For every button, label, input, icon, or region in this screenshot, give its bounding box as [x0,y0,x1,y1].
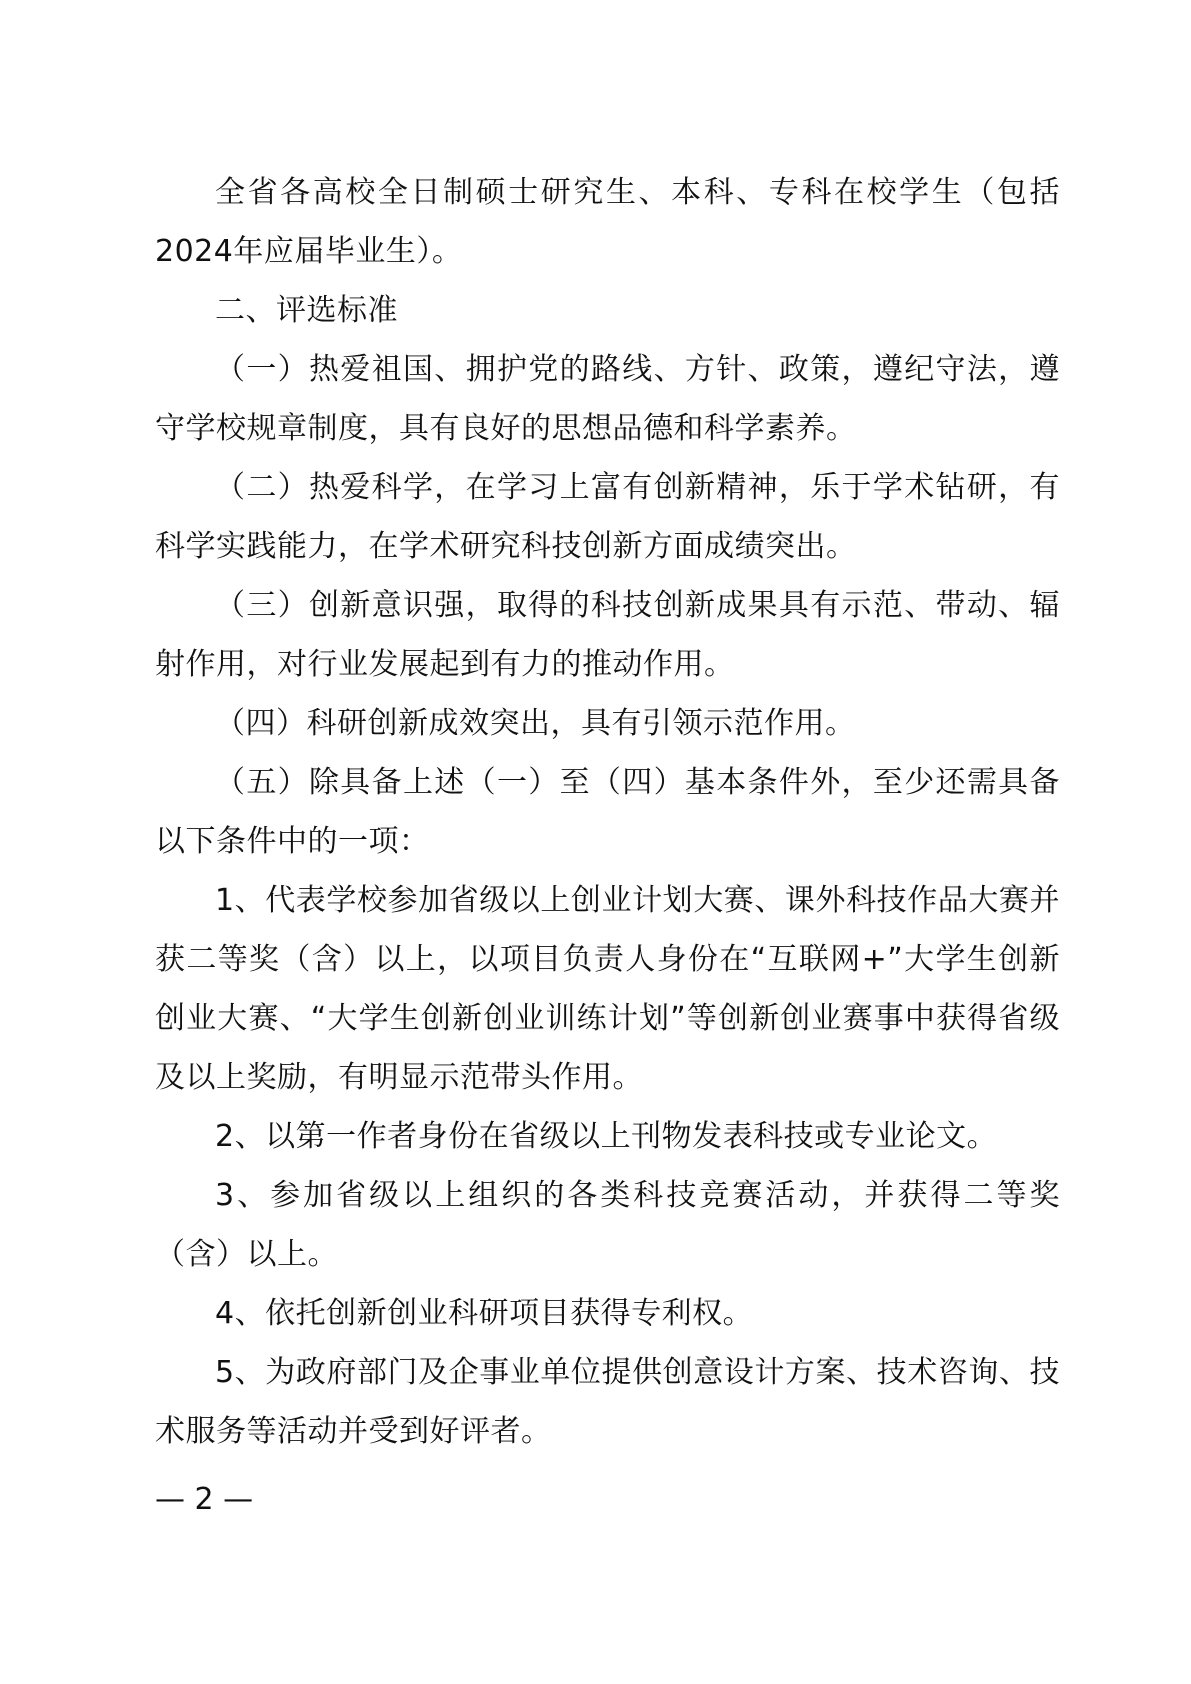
paragraph-eligibility: 全省各高校全日制硕士研究生、本科、专科在校学生（包括2024年应届毕业生）。 [155,175,1060,269]
page-number: — 2 — [155,1482,254,1517]
section-heading-criteria: 二、评选标准 [215,293,398,328]
paragraph-criterion-2: （二）热爱科学，在学习上富有创新精神，乐于学术钻研，有科学实践能力，在学术研究科技创新方面成绩突出。 [155,470,1060,564]
paragraph-criterion-3: （三）创新意识强，取得的科技创新成果具有示范、带动、辐射作用，对行业发展起到有力的推动作用。 [155,588,1060,682]
list-item-condition-4: 4、依托创新创业科研项目获得专利权。 [215,1296,754,1331]
document-body [155,163,1060,1461]
paragraph-criterion-1: （一）热爱祖国、拥护党的路线、方针、政策，遵纪守法，遵守学校规章制度，具有良好的思想品德和科学素养。 [155,352,1060,446]
paragraph-criterion-4: （四）科研创新成效突出，具有引领示范作用。 [215,706,856,741]
paragraph-criterion-5: （五）除具备上述（一）至（四）基本条件外，至少还需具备以下条件中的一项： [155,765,1060,859]
list-item-condition-3: 3、参加省级以上组织的各类科技竞赛活动，并获得二等奖（含）以上。 [155,1178,1060,1272]
list-item-condition-1: 1、代表学校参加省级以上创业计划大赛、课外科技作品大赛并获二等奖（含）以上，以项目负责人身份在“互联网+”大学生创新创业大赛、“大学生创新创业训练计划”等创新创业赛事中获得省级及以上奖励，有明显示范带头作用。 [155,883,1060,1095]
list-item-condition-2: 2、以第一作者身份在省级以上刊物发表科技或专业论文。 [215,1119,998,1154]
list-item-condition-5: 5、为政府部门及企事业单位提供创意设计方案、技术咨询、技术服务等活动并受到好评者。 [155,1355,1060,1449]
